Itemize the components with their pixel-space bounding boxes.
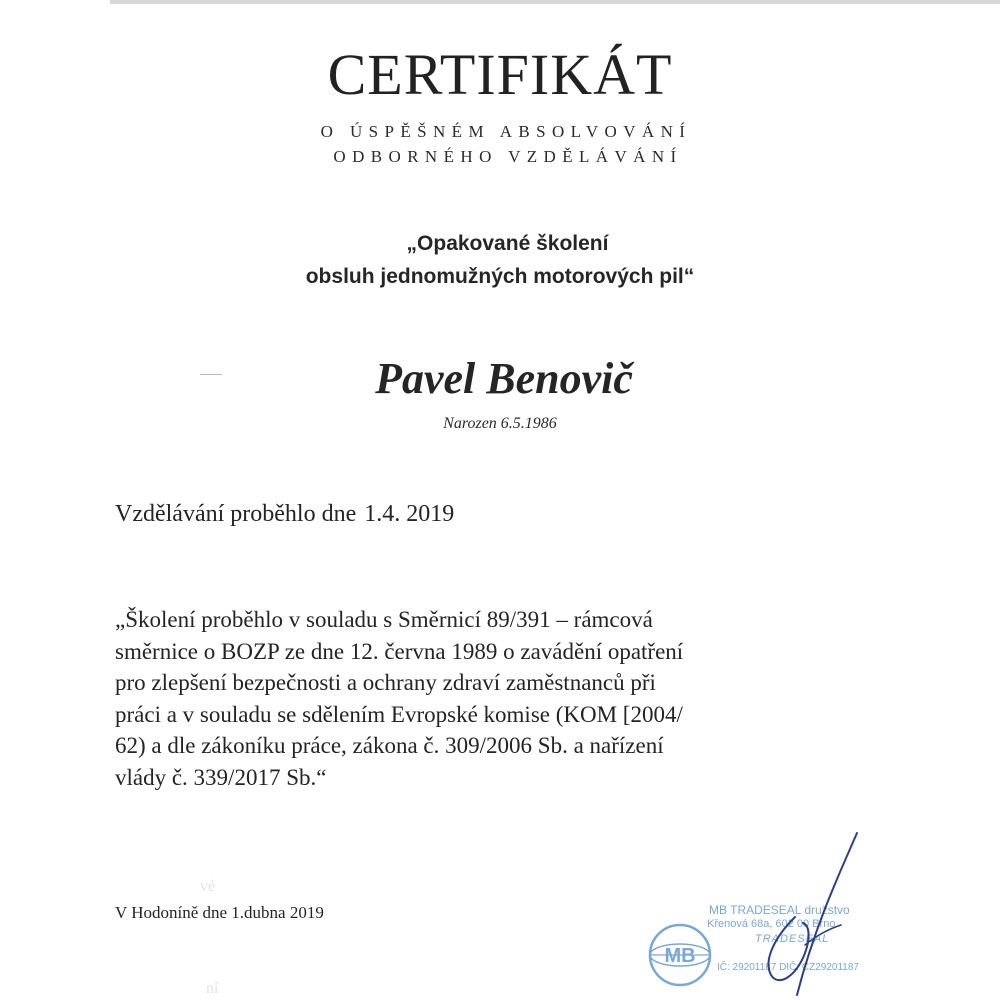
bleed-through-text: vé: [200, 878, 216, 895]
course-name-line-1: „Opakované školení: [406, 232, 609, 255]
legal-line: vlády č. 339/2017 Sb.“: [115, 764, 327, 790]
certificate-title: CERTIFIKÁT: [327, 42, 673, 107]
subtitle-line-2: ODBORNÉHO VZDĚLÁVÁNÍ: [333, 147, 683, 166]
legal-line: práci a v souladu se sdělením Evropské komise (KOM [2004/: [115, 701, 683, 727]
place-and-date: V Hodoníně dne 1.dubna 2019: [115, 903, 324, 922]
stamp-company: MB TRADESEAL družstvo: [709, 903, 850, 917]
legal-line: „Školení proběhlo v souladu s Směrnicí 89/391 – rámcová: [115, 607, 653, 632]
handwritten-signature: [745, 825, 875, 1000]
stamp-logo-icon: [645, 920, 715, 990]
education-date-label: Vzdělávání proběhlo dne: [115, 501, 357, 527]
stamp-logo-text: MB: [664, 945, 696, 967]
recipient-name: Pavel Benovič: [375, 354, 633, 403]
stamp-ids: IČ: 29201187 DIČ: CZ29201187: [717, 962, 859, 973]
birth-date: Narozen 6.5.1986: [443, 415, 557, 432]
stamp-address: Křenová 68a, 602 00 Brno: [707, 918, 836, 930]
scan-edge-line: [110, 0, 1000, 4]
legal-statement: [115, 604, 905, 793]
stamp-brand: TRADESEAL: [755, 933, 830, 945]
education-date-line: [115, 501, 454, 528]
legal-line: pro zlepšení bezpečnosti a ochrany zdraví zaměstnanců při: [115, 670, 656, 695]
course-name-line-2: obsluh jednomužných motorových pil“: [305, 264, 695, 288]
education-date-value: 1.4. 2019: [364, 501, 455, 527]
course-name: [0, 228, 1000, 293]
legal-line: 62) a dle zákoníku práce, zákona č. 309/2006 Sb. a nařízení: [115, 733, 664, 758]
subtitle-line-1: O ÚSPĚŠNÉM ABSOLVOVÁNÍ: [320, 122, 692, 141]
bleed-through-text: ní: [206, 980, 219, 997]
legal-line: směrnice o BOZP ze dne 12. června 1989 o zavádění opatření: [115, 638, 684, 664]
